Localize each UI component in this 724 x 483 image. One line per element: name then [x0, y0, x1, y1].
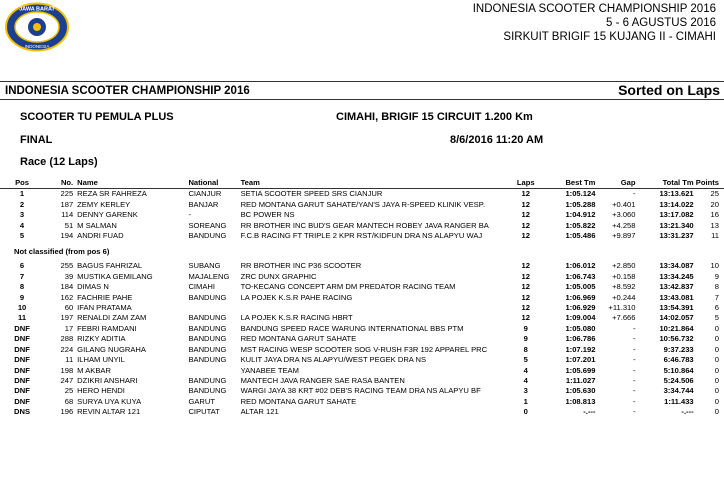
cell-rider-name: M SALMAN	[77, 220, 117, 230]
cell-team: RR BROTHER INC P36 SCOOTER	[240, 261, 362, 271]
cell-laps: 12	[521, 261, 530, 271]
cell-number: 60	[64, 303, 74, 313]
cell-team: LA POJEK K.S.R RACING HBRT	[240, 313, 353, 323]
cell-pos: DNF	[14, 334, 30, 344]
cell-gap: -	[632, 355, 636, 365]
cell-laps: 3	[523, 386, 528, 396]
table-row	[0, 366, 724, 376]
cell-rider-name: GILANG NUGRAHA	[77, 344, 146, 354]
cell-best-time: -.---	[583, 407, 596, 417]
cell-number: 162	[60, 292, 74, 302]
cell-number: 187	[60, 199, 74, 209]
cell-pos: DNS	[14, 407, 31, 417]
cell-number: 196	[60, 407, 74, 417]
cell-rider-name: BAGUS FAHRIZAL	[77, 261, 143, 271]
cell-national: BANDUNG	[188, 313, 227, 323]
cell-team: YANABEE TEAM	[240, 365, 299, 375]
cell-total-time: 13:31.237	[659, 231, 694, 241]
cell-gap: -	[632, 334, 636, 344]
cell-national: CIANJUR	[188, 189, 222, 199]
cell-team: MANTECH JAVA RANGER SAE RASA BANTEN	[240, 375, 405, 385]
cell-laps: 4	[523, 365, 528, 375]
cell-rider-name: ILHAM UNYIL	[77, 355, 125, 365]
cell-rider-name: FEBRI RAMDANI	[77, 323, 137, 333]
cell-total-time: 10:56.732	[659, 334, 694, 344]
cell-pos: DNF	[14, 323, 30, 333]
table-row	[0, 293, 724, 303]
cell-gap: -	[632, 386, 636, 396]
cell-total-time: 13:34.245	[659, 271, 694, 281]
not-classified-results	[0, 261, 724, 417]
cell-laps: 12	[521, 220, 530, 230]
cell-laps: 12	[521, 292, 530, 302]
cell-laps: 12	[521, 189, 530, 199]
cell-team: RED MONTANA GARUT SAHATE	[240, 334, 357, 344]
cell-pos: DNF	[14, 365, 30, 375]
cell-points: 0	[714, 334, 719, 344]
cell-national: -	[188, 210, 191, 220]
cell-best-time: 1:04.912	[565, 210, 596, 220]
cell-total-time: 3:34.744	[663, 386, 694, 396]
table-row	[0, 324, 724, 334]
cell-team: KULIT JAYA DRA NS ALAPYU/WEST PEGEK DRA NS	[240, 355, 427, 365]
cell-rider-name: FACHRIE PAHE	[77, 292, 133, 302]
cell-gap: +3.060	[612, 210, 636, 220]
session-datetime: 8/6/2016 11:20 AM	[450, 134, 544, 146]
circuit-name: CIMAHI, BRIGIF 15 CIRCUIT 1.200 Km	[336, 111, 533, 123]
col-team-header: Team	[240, 178, 509, 189]
col-gap-header: Gap	[596, 178, 636, 189]
cell-laps: 12	[521, 231, 530, 241]
sort-label: Sorted on Laps	[618, 82, 720, 98]
cell-number: 247	[60, 375, 74, 385]
cell-pos: 7	[19, 271, 25, 281]
cell-pos: 4	[19, 220, 25, 230]
cell-gap: -	[632, 323, 636, 333]
cell-gap: -	[632, 375, 636, 385]
cell-team: TO-KECANG CONCEPT ARM DM PREDATOR RACING TEAM	[240, 282, 456, 292]
cell-pos: DNF	[14, 386, 30, 396]
cell-total-time: 1:11.433	[664, 396, 694, 406]
cell-points: 8	[714, 282, 719, 292]
cell-pos: 2	[19, 199, 25, 209]
class-name: SCOOTER TU PEMULA PLUS	[20, 111, 174, 123]
session-name: FINAL	[20, 134, 53, 146]
cell-national: BANDUNG	[188, 344, 227, 354]
cell-points: 5	[714, 313, 719, 323]
cell-pos: DNF	[14, 396, 30, 406]
cell-national: BANDUNG	[188, 334, 227, 344]
table-row	[0, 334, 724, 344]
event-logo	[4, 2, 70, 52]
cell-number: 17	[64, 323, 74, 333]
cell-rider-name: RIZKY ADITIA	[77, 334, 126, 344]
cell-pos: 8	[19, 282, 25, 292]
cell-total-time: 9:37.233	[663, 344, 694, 354]
cell-pos: 9	[19, 292, 25, 302]
table-row	[0, 261, 724, 271]
cell-team: RR BROTHER INC BUD'S GEAR MANTECH ROBEY JAVA RANGER BA	[240, 220, 489, 230]
not-classified-label: Not classified (from pos 6)	[14, 247, 110, 257]
cell-team: BC POWER NS	[240, 210, 295, 220]
cell-pos: 6	[19, 261, 25, 271]
cell-points: 0	[714, 407, 719, 417]
cell-national: BANDUNG	[188, 292, 227, 302]
cell-national: BANDUNG	[188, 375, 227, 385]
event-dates: 5 - 6 AGUSTUS 2016	[606, 17, 716, 29]
table-row	[0, 231, 724, 241]
cell-total-time: 10:21.864	[659, 323, 694, 333]
cell-total-time: 13:34.087	[659, 261, 694, 271]
cell-points: 7	[714, 292, 719, 302]
cell-national: BANJAR	[188, 199, 219, 209]
cell-national: SOREANG	[188, 220, 227, 230]
cell-national: BANDUNG	[188, 386, 227, 396]
race-label: Race (12 Laps)	[20, 156, 98, 168]
cell-total-time: 13:13.621	[659, 189, 694, 199]
table-row	[0, 221, 724, 231]
cell-team: ZRC DUNX GRAPHIC	[240, 271, 317, 281]
cell-laps: 9	[523, 323, 528, 333]
table-row	[0, 272, 724, 282]
cell-laps: 1	[523, 396, 528, 406]
cell-rider-name: M AKBAR	[77, 365, 111, 375]
cell-number: 39	[64, 271, 74, 281]
cell-number: 197	[60, 313, 74, 323]
cell-national: BANDUNG	[188, 323, 227, 333]
cell-rider-name: IFAN PRATAMA	[77, 303, 132, 313]
col-national-header: National	[187, 178, 239, 189]
cell-rider-name: RENALDI ZAM ZAM	[77, 313, 147, 323]
cell-gap: +7.666	[612, 313, 636, 323]
cell-rider-name: REZA SR FAHREZA	[77, 189, 147, 199]
cell-best-time: 1:08.813	[565, 396, 596, 406]
cell-best-time: 1:06.012	[565, 261, 596, 271]
cell-points: 0	[714, 396, 719, 406]
cell-total-time: 6:46.783	[663, 355, 694, 365]
cell-points: 16	[710, 210, 719, 220]
cell-gap: +11.310	[608, 303, 636, 313]
cell-team: RED MONTANA GARUT SAHATE/YAN'S JAYA R-SPEED KLINIK VESP.	[240, 199, 485, 209]
cell-pos: DNF	[14, 355, 30, 365]
cell-points: 6	[714, 303, 719, 313]
col-laps-header: Laps	[508, 178, 543, 189]
cell-total-time: 13:14.022	[659, 199, 694, 209]
cell-best-time: 1:06.929	[565, 303, 596, 313]
cell-number: 255	[60, 261, 74, 271]
cell-rider-name: DENNY GARENK	[77, 210, 138, 220]
table-row	[0, 407, 724, 417]
classified-results	[0, 189, 724, 242]
championship-title: INDONESIA SCOOTER CHAMPIONSHIP 2016	[5, 85, 250, 97]
cell-gap: +0.158	[612, 271, 636, 281]
cell-best-time: 1:07.192	[565, 344, 596, 354]
cell-total-time: 14:02.057	[659, 313, 694, 323]
cell-pos: 10	[17, 303, 27, 313]
cell-number: 51	[64, 220, 74, 230]
cell-best-time: 1:05.699	[565, 365, 596, 375]
col-best-header: Best Tm	[543, 178, 596, 189]
cell-team: RED MONTANA GARUT SAHATE	[240, 396, 357, 406]
cell-gap: -	[632, 396, 636, 406]
cell-rider-name: DZIKRI ANSHARI	[77, 375, 138, 385]
cell-pos: 5	[19, 231, 25, 241]
table-row	[0, 210, 724, 220]
table-row	[0, 355, 724, 365]
cell-number: 114	[61, 210, 74, 220]
cell-rider-name: HERO HENDI	[77, 386, 125, 396]
cell-pos: 11	[18, 313, 27, 323]
cell-laps: 12	[521, 199, 530, 209]
cell-laps: 12	[521, 271, 530, 281]
cell-laps: 5	[523, 355, 528, 365]
cell-laps: 12	[521, 313, 530, 323]
cell-pos: 1	[19, 189, 25, 199]
cell-best-time: 1:09.004	[565, 313, 596, 323]
results-table	[0, 178, 724, 418]
cell-points: 0	[714, 355, 719, 365]
event-header	[473, 2, 716, 44]
cell-national: CIMAHI	[188, 282, 216, 292]
table-row	[0, 303, 724, 313]
cell-number: 184	[60, 282, 74, 292]
cell-best-time: 1:05.080	[565, 323, 596, 333]
cell-points: 13	[710, 220, 719, 230]
cell-national: BANDUNG	[188, 355, 227, 365]
cell-laps: 12	[521, 282, 530, 292]
table-row	[0, 313, 724, 323]
cell-best-time: 1:06.743	[565, 271, 596, 281]
table-row	[0, 282, 724, 292]
cell-best-time: 1:05.288	[565, 199, 596, 209]
not-classified-section	[0, 241, 724, 261]
cell-number: 194	[60, 231, 74, 241]
cell-rider-name: ANDRI FUAD	[77, 231, 124, 241]
col-points-header: Points	[695, 178, 724, 189]
cell-laps: 12	[521, 210, 530, 220]
table-row	[0, 189, 724, 200]
cell-total-time: 13:21.340	[659, 220, 694, 230]
col-total-header: Total Tm	[637, 178, 695, 189]
cell-total-time: 13:43.081	[659, 292, 694, 302]
table-row	[0, 397, 724, 407]
cell-national: BANDUNG	[188, 231, 227, 241]
cell-gap: -	[632, 365, 636, 375]
cell-number: 68	[64, 396, 74, 406]
table-row	[0, 376, 724, 386]
cell-gap: -	[632, 189, 636, 199]
cell-team: ALTAR 121	[240, 407, 279, 417]
cell-points: 9	[714, 271, 719, 281]
cell-number: 225	[60, 189, 74, 199]
cell-points: 11	[711, 231, 719, 241]
cell-number: 198	[60, 365, 74, 375]
cell-gap: +0.244	[612, 292, 636, 302]
cell-rider-name: SURYA UYA KUYA	[77, 396, 142, 406]
cell-pos: DNF	[14, 375, 30, 385]
cell-rider-name: MUSTIKA GEMILANG	[77, 271, 153, 281]
cell-team: MST RACING WESP SCOOTER SOG V-RUSH F3R 192 APPAREL PRC	[240, 344, 488, 354]
cell-national: CIPUTAT	[188, 407, 220, 417]
cell-laps: 0	[523, 407, 528, 417]
cell-best-time: 1:11.027	[565, 375, 596, 385]
cell-best-time: 1:07.201	[565, 355, 596, 365]
cell-number: 224	[60, 344, 74, 354]
cell-best-time: 1:06.969	[565, 292, 596, 302]
cell-rider-name: DIMAS N	[77, 282, 109, 292]
cell-gap: +4.258	[612, 220, 636, 230]
table-row	[0, 200, 724, 210]
cell-points: 0	[714, 323, 719, 333]
cell-gap: +0.401	[612, 199, 636, 209]
cell-points: 0	[714, 375, 719, 385]
cell-laps: 8	[523, 344, 528, 354]
cell-laps: 12	[521, 303, 530, 313]
cell-team: BANDUNG SPEED RACE WARUNG INTERNATIONAL BBS PTM	[240, 323, 464, 333]
cell-pos: DNF	[14, 344, 30, 354]
cell-best-time: 1:06.786	[565, 334, 596, 344]
cell-best-time: 1:05.822	[565, 220, 596, 230]
cell-number: 25	[64, 386, 74, 396]
cell-points: 0	[714, 386, 719, 396]
cell-points: 25	[710, 189, 719, 199]
table-header-row	[0, 178, 724, 189]
cell-best-time: 1:05.124	[565, 189, 596, 199]
cell-total-time: 5:24.506	[663, 375, 694, 385]
cell-gap: +9.897	[612, 231, 636, 241]
cell-points: 10	[710, 261, 719, 271]
cell-number: 11	[65, 355, 74, 365]
cell-national: MAJALENG	[188, 271, 230, 281]
cell-total-time: 13:17.082	[659, 210, 694, 220]
table-row	[0, 386, 724, 396]
not-classified-header-row	[0, 241, 724, 257]
cell-gap: -	[632, 407, 636, 417]
cell-team: WARGI JAYA 38 KRT #02 DEB'S RACING TEAM DRA NS ALAPYU BF	[240, 386, 481, 396]
col-no-header: No.	[44, 178, 76, 189]
cell-points: 20	[710, 199, 719, 209]
cell-national: GARUT	[188, 396, 216, 406]
cell-total-time: 13:54.391	[659, 303, 694, 313]
cell-total-time: 13:42.837	[659, 282, 694, 292]
cell-rider-name: ZEMY KERLEY	[77, 199, 131, 209]
cell-national	[187, 303, 239, 313]
cell-best-time: 1:05.630	[565, 386, 596, 396]
cell-best-time: 1:05.005	[565, 282, 596, 292]
col-name-header: Name	[76, 178, 187, 189]
cell-total-time: 5:10.864	[663, 365, 694, 375]
cell-gap: +8.592	[612, 282, 636, 292]
cell-laps: 9	[523, 334, 528, 344]
cell-number: 288	[60, 334, 74, 344]
event-venue: SIRKUIT BRIGIF 15 KUJANG II - CIMAHI	[503, 31, 716, 43]
cell-team	[240, 303, 509, 313]
cell-team: F.C.B RACING FT TRIPLE 2 KPR RST/KIDFUN DRA NS ALAPYU WAJ	[240, 231, 483, 241]
cell-total-time: -.---	[681, 407, 694, 417]
cell-team: SETIA SCOOTER SPEED SRS CIANJUR	[240, 189, 383, 199]
logo-top-text: JAWA BARAT	[19, 6, 55, 13]
cell-team: LA POJEK K.S.R PAHE RACING	[240, 292, 353, 302]
cell-national	[187, 366, 239, 376]
cell-points: 0	[714, 365, 719, 375]
cell-rider-name: REVIN ALTAR 121	[77, 407, 141, 417]
title-bar	[0, 81, 724, 100]
cell-gap: +2.850	[612, 261, 636, 271]
cell-best-time: 1:05.486	[565, 231, 596, 241]
cell-laps: 4	[523, 375, 528, 385]
logo-bottom-text: INDONESIA	[24, 44, 50, 49]
table-row	[0, 345, 724, 355]
cell-pos: 3	[19, 210, 25, 220]
col-pos-header: Pos	[0, 178, 44, 189]
event-title: INDONESIA SCOOTER CHAMPIONSHIP 2016	[472, 3, 716, 15]
cell-gap: -	[632, 344, 636, 354]
cell-national: SUBANG	[188, 261, 221, 271]
cell-points: 0	[714, 344, 719, 354]
